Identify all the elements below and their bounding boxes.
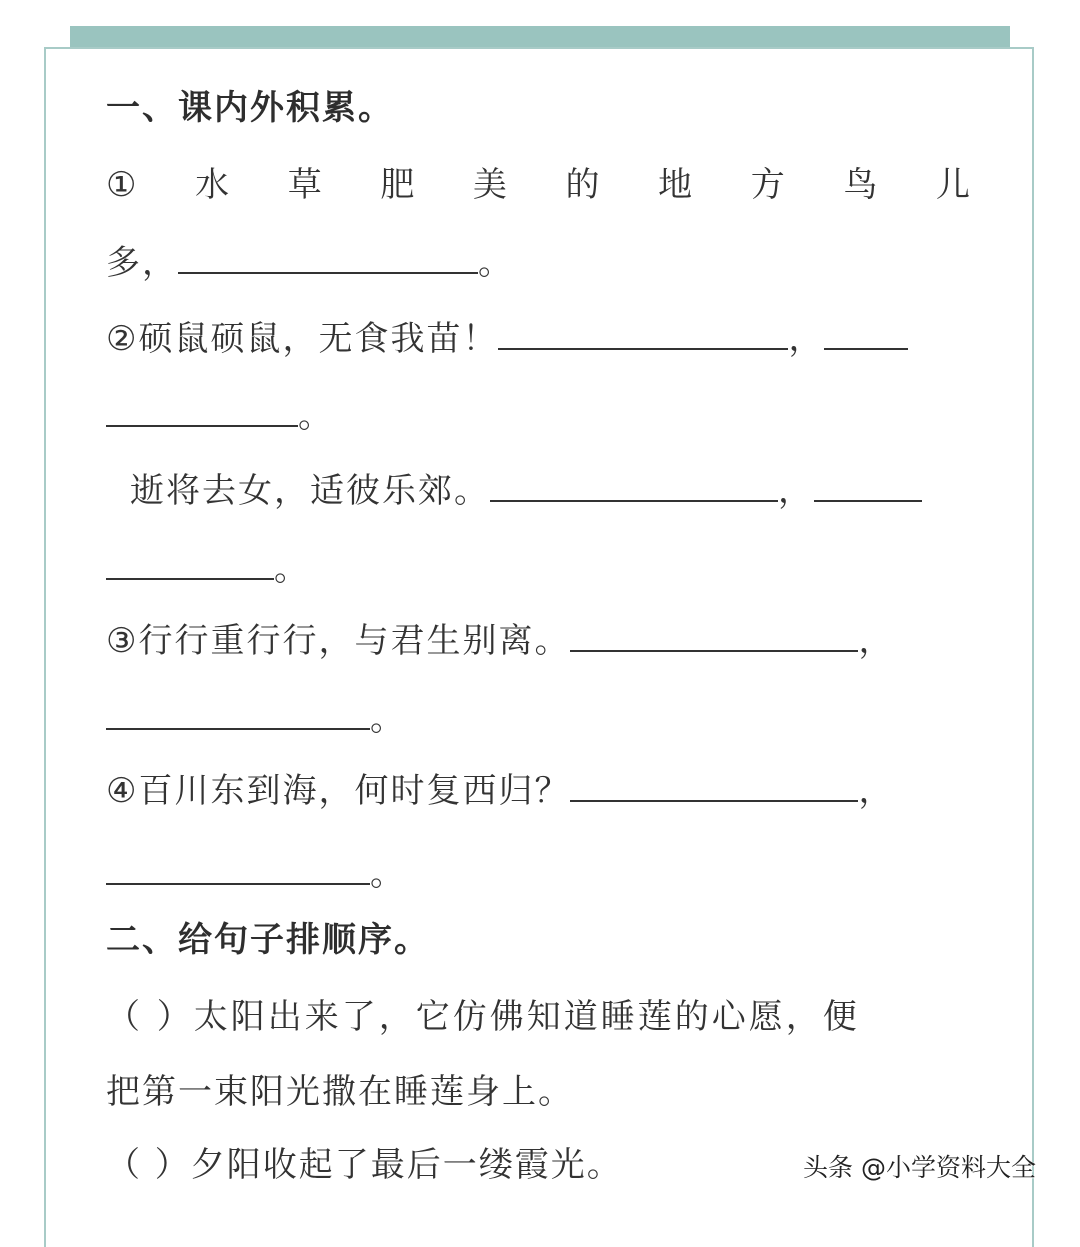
- answer-blank[interactable]: [490, 470, 778, 502]
- answer-blank[interactable]: [178, 242, 478, 274]
- q2-line: [106, 318, 908, 359]
- answer-blank[interactable]: [498, 318, 788, 350]
- period: 。: [370, 699, 406, 739]
- comma: ，: [778, 471, 814, 511]
- comma: ，: [858, 771, 895, 811]
- period: 。: [478, 243, 514, 283]
- period: 。: [298, 396, 334, 436]
- q1-char: 鸟: [843, 165, 880, 205]
- section2-title: 二、给句子排顺序。: [106, 920, 430, 960]
- q4-line: [106, 770, 894, 811]
- answer-blank[interactable]: [106, 548, 274, 580]
- comma: ，: [788, 319, 825, 359]
- q1-char: 水: [195, 165, 232, 205]
- answer-blank[interactable]: [570, 620, 858, 652]
- q1-char: ①: [106, 165, 139, 205]
- sentence-1a: （ ）太阳出来了，它仿佛知道睡莲的心愿，便: [106, 997, 860, 1037]
- answer-blank[interactable]: [570, 770, 858, 802]
- sentence-2: （ ）夕阳收起了最后一缕霞光。: [106, 1145, 623, 1185]
- q1-text: 多，: [106, 243, 178, 283]
- q1-char: 美: [472, 165, 509, 205]
- q1-char: 地: [658, 165, 695, 205]
- q1-line: [106, 165, 972, 205]
- q3-text: ③行行重行行，与君生别离。: [106, 621, 571, 661]
- q2b-text: 逝将去女，适彼乐郊。: [130, 471, 490, 511]
- q4-cont: [106, 853, 406, 894]
- period: 。: [274, 549, 310, 589]
- q3-cont: [106, 698, 406, 739]
- q4-text: ④百川东到海，何时复西归？: [106, 771, 571, 811]
- sentence-1b: 把第一束阳光撒在睡莲身上。: [106, 1072, 574, 1112]
- q2-cont: [106, 395, 334, 436]
- q1-char: 草: [287, 165, 324, 205]
- period: 。: [370, 854, 406, 894]
- q2b-line: [130, 470, 922, 511]
- q2-text: ②硕鼠硕鼠，无食我苗！: [106, 319, 499, 359]
- section1-title: 一、课内外积累。: [106, 88, 394, 128]
- answer-blank[interactable]: [106, 853, 370, 885]
- answer-blank[interactable]: [824, 318, 908, 350]
- q1-char: 方: [750, 165, 787, 205]
- answer-blank[interactable]: [814, 470, 922, 502]
- q3-line: [106, 620, 894, 661]
- q1-char: 的: [565, 165, 602, 205]
- watermark: 头条 @小学资料大全: [803, 1153, 1036, 1182]
- q1-char: 肥: [380, 165, 417, 205]
- q1-cont: [106, 242, 514, 283]
- answer-blank[interactable]: [106, 698, 370, 730]
- q2b-cont: [106, 548, 310, 589]
- header-bar: [70, 26, 1010, 47]
- q1-char: 儿: [935, 165, 972, 205]
- comma: ，: [858, 621, 895, 661]
- answer-blank[interactable]: [106, 395, 298, 427]
